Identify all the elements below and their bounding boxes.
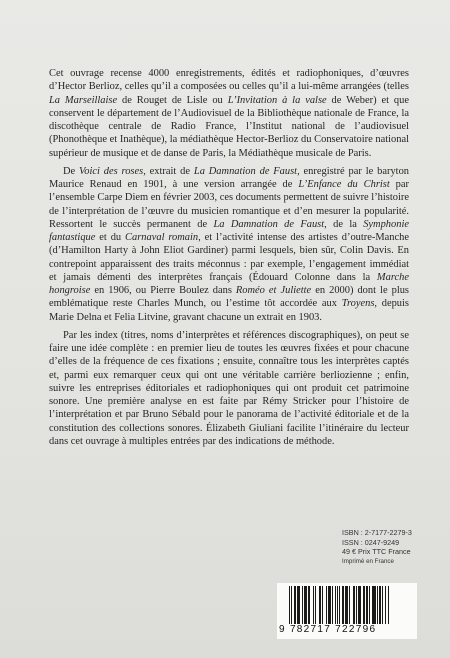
text-run: par l’ensemble Carpe Diem en février 2003, ces documents permettent de suivre l’histoire de l’interprétation de l’œuvre du musicien romantique et d’en mesurer la popularité. Ressortent le succès permanent de (49, 179, 409, 230)
price-line: 49 € Prix TTC France (342, 547, 411, 557)
isbn-line: ISBN : 2-7177-2279-3 (342, 528, 412, 537)
text-run: de Weber) et que conservent le département de l’Audiovisuel de la Bibliothèque nationale de France, la discothèque centrale de Radio France, l’Institut national de l’audiovisuel (Phonothèque et Inathèque), la médiathèque Hector-Berlioz du Conservatoire national supérieur de musique et de danse de Paris, la Médiathèque musicale de Paris. (49, 94, 409, 159)
barcode-digits: 9 782717 722796 (279, 624, 377, 635)
italic-title: Voici des roses (79, 165, 144, 177)
italic-title: Symphonie fantastique (49, 218, 409, 243)
italic-title: Troyens (341, 298, 375, 310)
text-run: en 2000) dont le plus emblématique reste Charles Munch, ou l’estime tôt accordée aux (49, 285, 409, 310)
paragraph-2 (49, 165, 409, 324)
text-run: et du (95, 232, 126, 243)
italic-title: La Marseillaise (49, 94, 118, 106)
text-run: en 1906, ou Pierre Boulez dans (90, 285, 236, 296)
text-run: , de la (324, 218, 364, 230)
italic-title: L’Invitation à la valse (227, 94, 327, 106)
italic-title: La Damnation de Faust (193, 165, 298, 177)
blurb-text (49, 67, 409, 453)
italic-title: La Damnation de Faust (213, 218, 325, 230)
text-run: Par les index (titres, noms d’interprètes et références discographiques), on peut se faire une idée complète : en premier lieu de toutes les œuvres fixées et pour chacune d’elles de la fréquence de ces fixations ; ensuite, connaître tous les interprètes captés et, parmi eux remarquer ceux qui ont une véritable carrière berliozienne ; enfin, suivre les entreprises éditoriales et radiophoniques qui ont produit cet patrimoine sonore. Une première analyse en est faite par Rémy Stricker pour l’histoire de l’interprétation et par Bruno Sébald pour le panorama de l’activité éditoriale et de la constitution des collections sonores. Élizabeth Giuliani facilite l’itinéraire du lecteur dans cet ouvrage à multiples entrées par des indications de méthode. (49, 329, 409, 447)
text-run: , depuis Marie Delna et Felia Litvine, gravant chacune un extrait en 1903. (49, 298, 409, 323)
text-run: , et l’activité intense des artistes d’outre-Manche (d’Hamilton Harty à John Eliot Gardiner) parmi lesquels, bien sûr, Colin Davis. En contrepoint apparaissent des traits méconnus : par exemple, l’engagement immédiat et jamais démenti des interprètes français (Édouard Colonne dans la (49, 232, 409, 283)
barcode-bar (388, 586, 389, 624)
text-run: De (63, 165, 80, 177)
publication-info (342, 528, 412, 566)
paragraph-1 (49, 67, 409, 160)
barcode-image (289, 586, 413, 624)
italic-title: Marche hongroise (49, 271, 409, 296)
italic-title: Carnaval romain (125, 232, 199, 243)
text-run: de Rouget de Lisle ou (117, 94, 228, 106)
text-run: Cet ouvrage recense 4000 enregistrements, édités et radiophoniques, d’œuvres d’Hector Berlioz, celles qu’il a composées ou celles qu’il a lui-même arrangées (telles (49, 68, 409, 93)
text-run: , extrait de (143, 165, 194, 177)
printed-in-line: Imprimé en France (342, 557, 394, 565)
paragraph-3 (49, 329, 409, 448)
issn-line: ISSN : 0247-9249 (342, 537, 400, 547)
italic-title: L’Enfance du Christ (298, 179, 390, 190)
text-run: , enregistré par le baryton Maurice Renaud en 1901, à une version arrangée de (49, 165, 410, 190)
italic-title: Roméo et Juliette (235, 285, 312, 296)
